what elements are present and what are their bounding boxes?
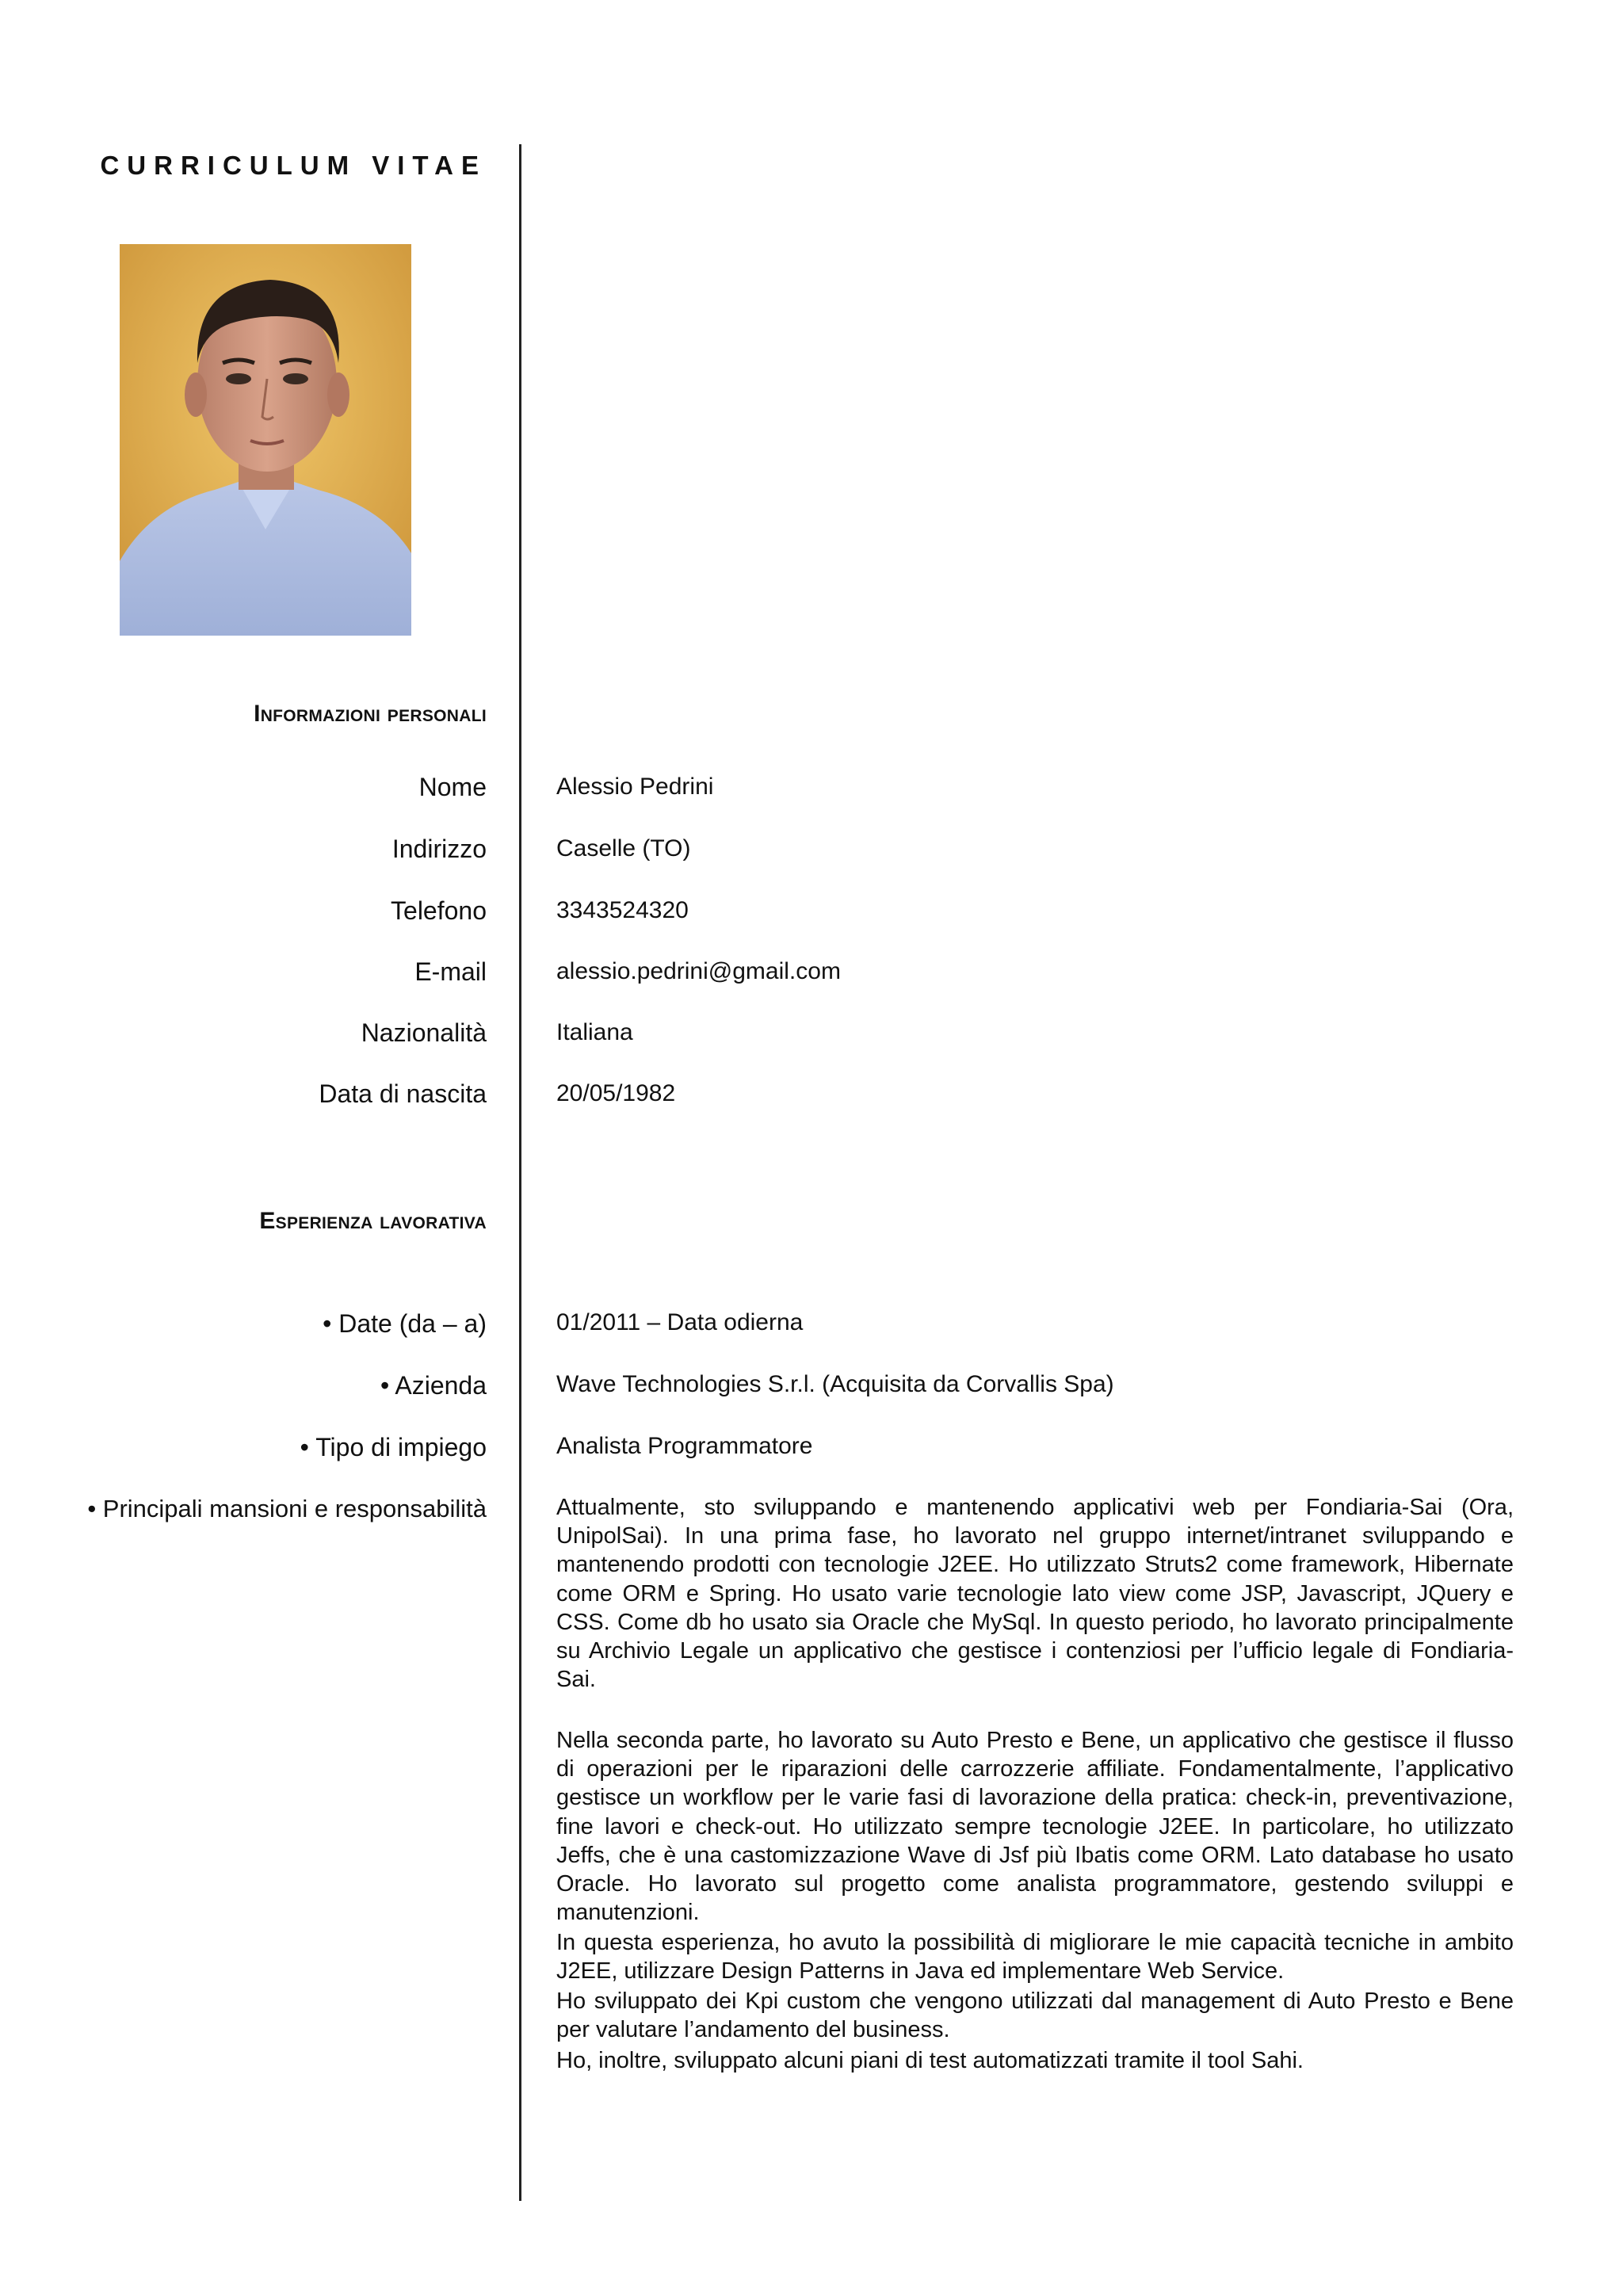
section-heading-experience: Esperienza lavorativa [259, 1208, 487, 1234]
duties-paragraph-3: In questa esperienza, ho avuto la possibilità di migliorare le mie capacità tecniche in ambito J2EE, utilizzare Design Patterns in Java ed implementare Web Service. [556, 1930, 1514, 1985]
value-azienda: Wave Technologies S.r.l. (Acquisita da Corvallis Spa) [556, 1371, 1114, 1397]
label-azienda: • Azienda [380, 1371, 487, 1400]
label-indirizzo: Indirizzo [391, 835, 487, 863]
vertical-divider [519, 144, 521, 2201]
label-email: E-mail [414, 957, 487, 986]
label-data-nascita: Data di nascita [319, 1079, 487, 1108]
duties-paragraph-2: Nella seconda parte, ho lavorato su Auto Presto e Bene, un applicativo che gestisce il flusso di operazioni per le riparazioni delle carrozzerie affiliate. Fondamentalmente, l’applicativo gestisce un workflow per le varie fasi di lavorazione della pratica: check-in, preventivazione, fine lavori e check-out. Ho utilizzato sempre tecnologie J2EE. In particolare, ho utilizzato Jeffs, che è una castomizzazione Wave di Jsf più Ibatis come ORM. Lato database ho usato Oracle. Ho lavorato sul progetto come analista programmatore, gestendo sviluppi e manutenzioni. [556, 1728, 1514, 1926]
section-heading-personal: Informazioni personali [254, 701, 487, 727]
profile-photo [120, 244, 411, 636]
duties-paragraph-4: Ho sviluppato dei Kpi custom che vengono utilizzati dal management di Auto Presto e Bene per valutare l’andamento del business. [556, 1988, 1514, 2043]
value-email: alessio.pedrini@gmail.com [556, 958, 841, 984]
label-mansioni: • Principali mansioni e responsabilità [87, 1495, 487, 1522]
value-date: 01/2011 – Data odierna [556, 1309, 804, 1335]
duties-paragraph-1: Attualmente, sto sviluppando e mantenendo applicativi web per Fondiaria-Sai (Ora, UnipolSai). In una prima fase, ho lavorato nel gruppo internet/intranet sviluppando e mantenendo prodotti con tecnologie J2EE. Ho utilizzato Struts2 come framework, Hibernate come ORM e Spring. Ho usato varie tecnologie lato view come JSP, Javascript, JQuery e CSS. Come db ho usato sia Oracle che MySql. In questo periodo, ho lavorato principalmente su Archivio Legale un applicativo che gestisce i contenziosi per l’ufficio legale di Fondiaria-Sai. [556, 1495, 1514, 1693]
label-nome: Nome [418, 773, 487, 801]
value-data-nascita: 20/05/1982 [556, 1080, 676, 1106]
cv-title: CURRICULUM VITAE [100, 151, 487, 180]
label-tipo-impiego: • Tipo di impiego [300, 1433, 487, 1461]
label-date: • Date (da – a) [323, 1309, 487, 1338]
value-indirizzo: Caselle (TO) [556, 835, 691, 861]
value-telefono: 3343524320 [556, 897, 689, 923]
value-nome: Alessio Pedrini [556, 774, 714, 800]
label-telefono: Telefono [391, 896, 487, 925]
duties-paragraph-5: Ho, inoltre, sviluppato alcuni piani di test automatizzati tramite il tool Sahi. [556, 2048, 1304, 2073]
label-nazionalita: Nazionalità [361, 1018, 487, 1047]
value-tipo-impiego: Analista Programmatore [556, 1433, 813, 1459]
value-nazionalita: Italiana [556, 1019, 633, 1045]
